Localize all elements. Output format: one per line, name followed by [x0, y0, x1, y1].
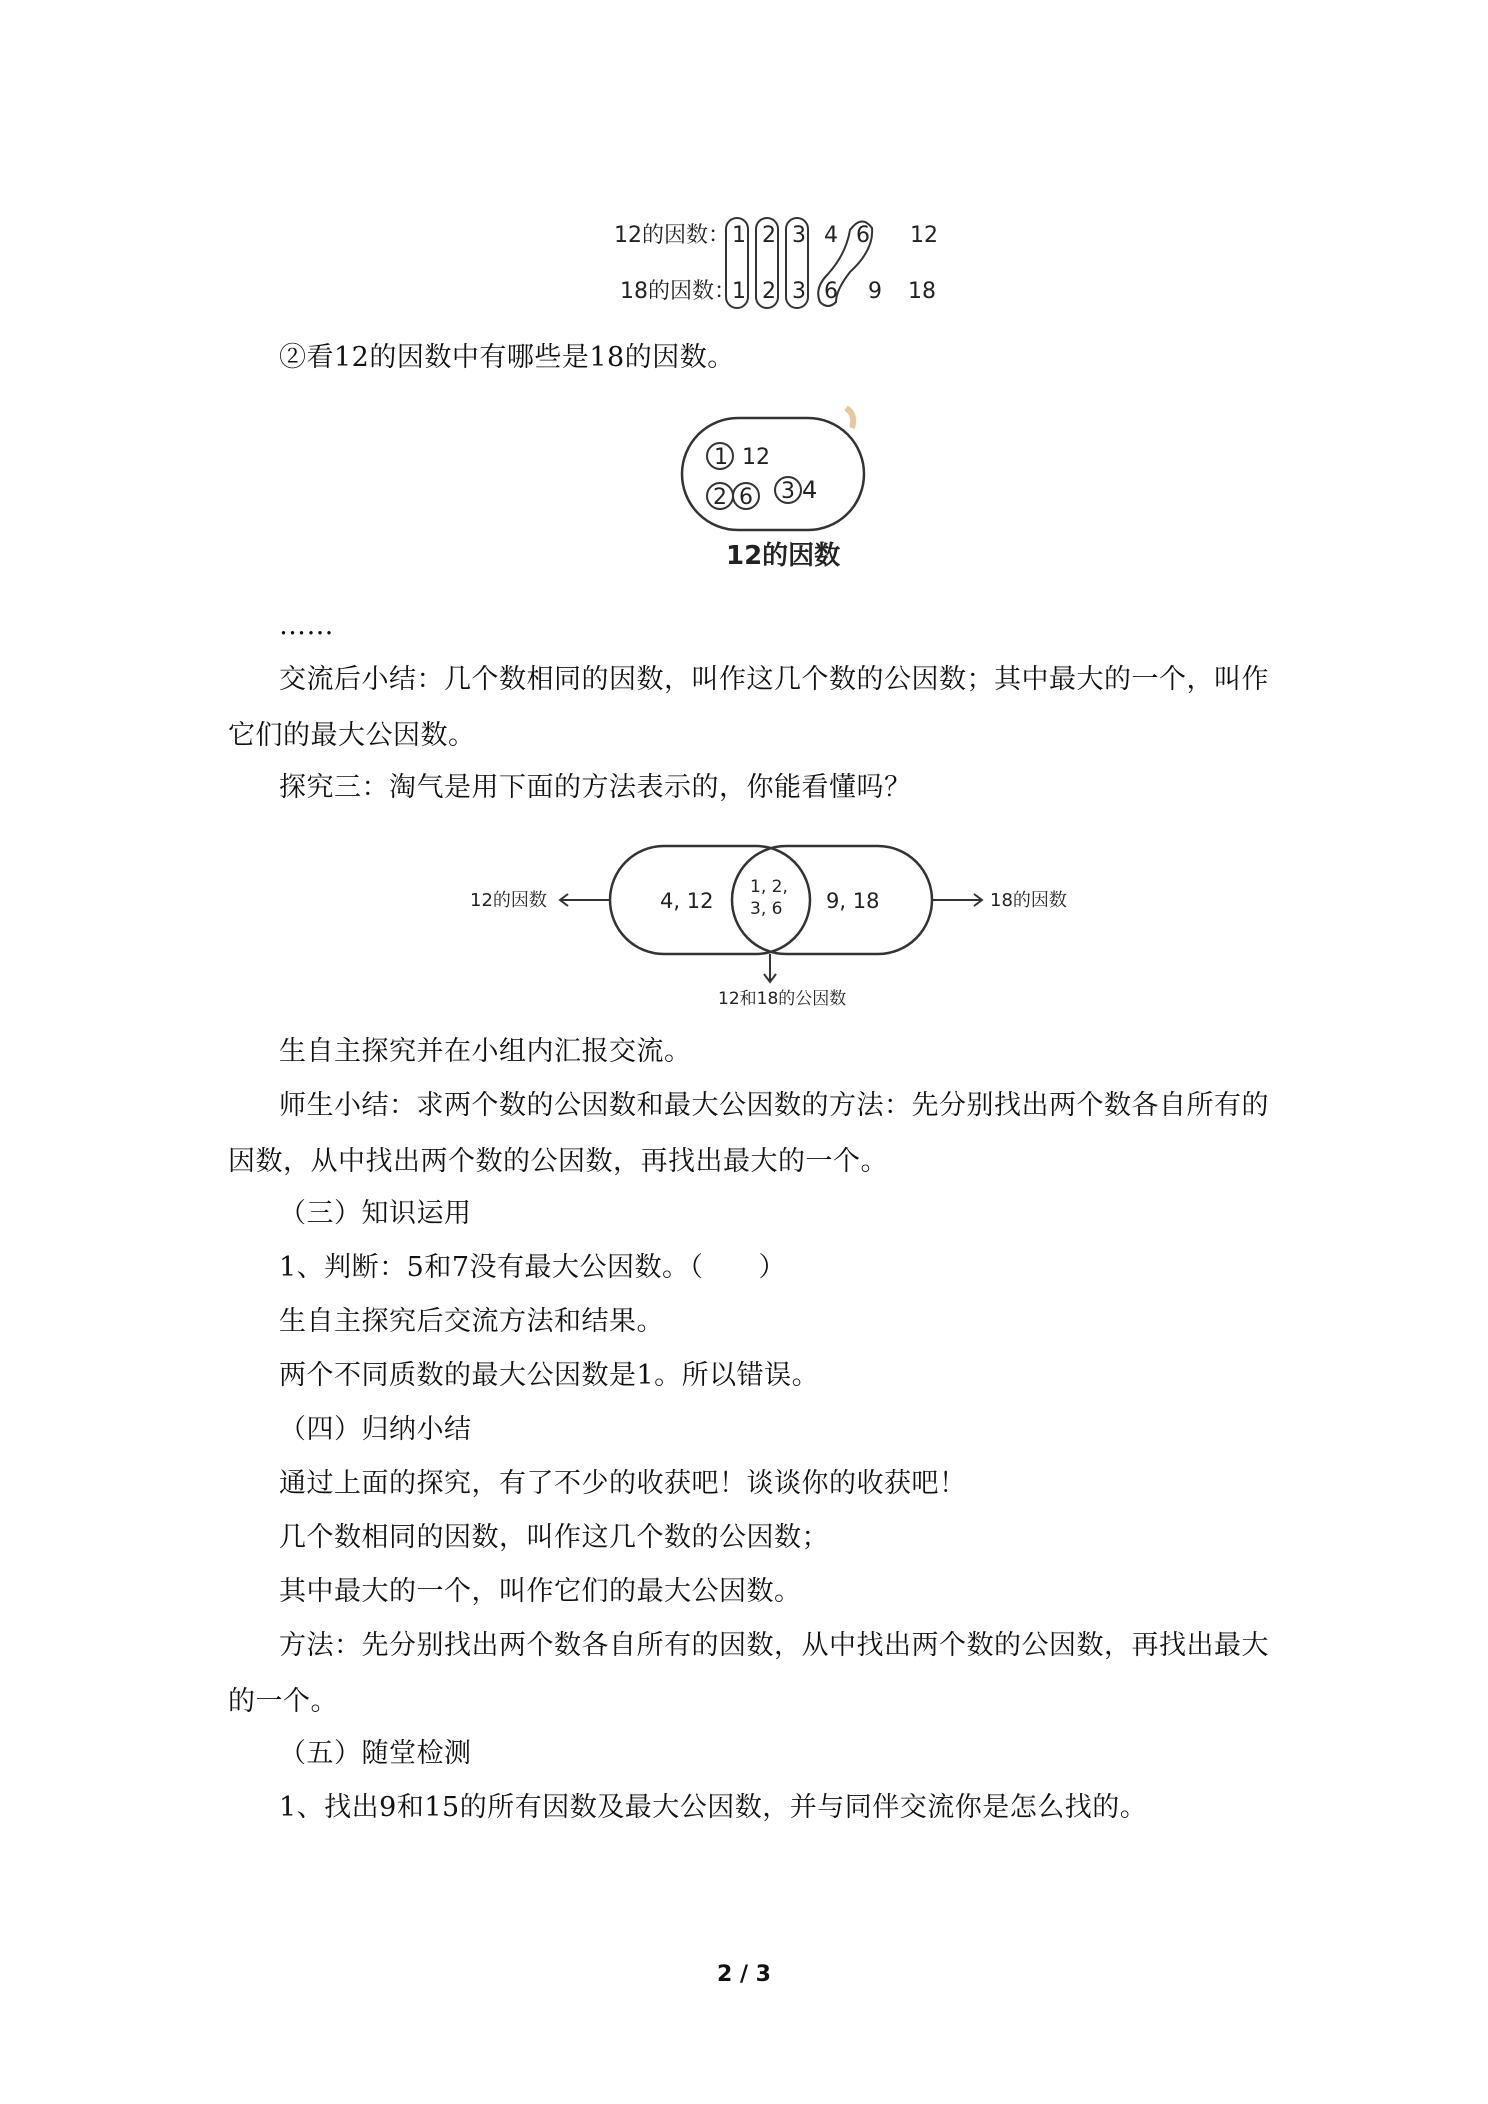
- answer-text: 两个不同质数的最大公因数是1。所以错误。: [279, 1360, 820, 1391]
- set-value: 1: [714, 445, 728, 470]
- set-value: 2: [713, 485, 727, 510]
- ellipsis-text: ……: [279, 610, 334, 641]
- factor-list-figure: [610, 210, 950, 320]
- harvest-text: 通过上面的探究，有了不少的收获吧！谈谈你的收获吧！: [279, 1468, 967, 1499]
- figure1-row2-value: 1: [732, 279, 746, 304]
- section4-heading: （四）归纳小结: [279, 1414, 472, 1445]
- figure1-row1-value: 3: [792, 223, 806, 248]
- venn-middle-values-line2: 3, 6: [750, 899, 783, 919]
- set-value: 6: [739, 485, 753, 510]
- step2-text: ②看12的因数中有哪些是18的因数。: [279, 342, 735, 373]
- set-value: 4: [802, 476, 818, 504]
- teacher-summary-text: 师生小结：求两个数的公因数和最大公因数的方法：先分别找出两个数各自所有的因数，从中找出两个数的公因数，再找出最大的一个。: [228, 1090, 1269, 1177]
- definition2-text: 其中最大的一个，叫作它们的最大公因数。: [279, 1576, 802, 1607]
- after-explore-text: 生自主探究后交流方法和结果。: [279, 1306, 664, 1337]
- figure1-row2-value: 6: [824, 279, 838, 304]
- set-value: 3: [781, 479, 795, 504]
- page-corner-mark: [846, 408, 853, 428]
- figure1-row1-label: 12的因数：: [614, 223, 730, 248]
- set-value: 12: [742, 445, 770, 470]
- definition1-text: 几个数相同的因数，叫作这几个数的公因数；: [279, 1522, 829, 1553]
- figure1-row2-value: 9: [868, 279, 882, 304]
- figure1-row1-value: 6: [856, 223, 870, 248]
- section5-heading: （五）随堂检测: [279, 1738, 472, 1769]
- explore3-text: 探究三：淘气是用下面的方法表示的，你能看懂吗？: [279, 772, 912, 803]
- section3-heading: （三）知识运用: [279, 1198, 472, 1229]
- set-caption: 12的因数: [726, 541, 841, 571]
- figure1-row2-value: 3: [792, 279, 806, 304]
- figure1-row1-value: 2: [762, 223, 776, 248]
- figure1-row2-value: 18: [908, 279, 936, 304]
- method-text: 方法：先分别找出两个数各自所有的因数，从中找出两个数的公因数，再找出最大的一个。: [228, 1630, 1269, 1717]
- venn-diagram-figure: [470, 830, 1090, 1010]
- venn-left-values: 4, 12: [660, 889, 714, 913]
- figure1-row2-label: 18的因数：: [620, 279, 736, 304]
- set-outline: [682, 418, 864, 530]
- figure1-row2-value: 2: [762, 279, 776, 304]
- self-explore-text: 生自主探究并在小组内汇报交流。: [279, 1036, 692, 1067]
- summary1-text: 交流后小结：几个数相同的因数，叫作这几个数的公因数；其中最大的一个，叫作它们的最大公因数。: [228, 664, 1269, 751]
- venn-middle-values-line1: 1, 2,: [750, 877, 788, 897]
- factors-of-12-set-figure: [670, 400, 880, 580]
- figure1-row1-value: 12: [910, 223, 938, 248]
- figure1-row1-value: 1: [732, 223, 746, 248]
- page-number: 2 / 3: [717, 1962, 771, 1987]
- test-question1-text: 1、找出9和15的所有因数及最大公因数，并与同伴交流你是怎么找的。: [279, 1792, 1148, 1823]
- venn-bottom-label: 12和18的公因数: [718, 989, 847, 1009]
- venn-left-label: 12的因数: [470, 890, 547, 911]
- figure1-row1-value: 4: [824, 223, 838, 248]
- venn-right-values: 9, 18: [826, 889, 880, 913]
- question1-text: 1、判断：5和7没有最大公因数。（ ）: [279, 1252, 787, 1283]
- venn-right-label: 18的因数: [990, 890, 1067, 911]
